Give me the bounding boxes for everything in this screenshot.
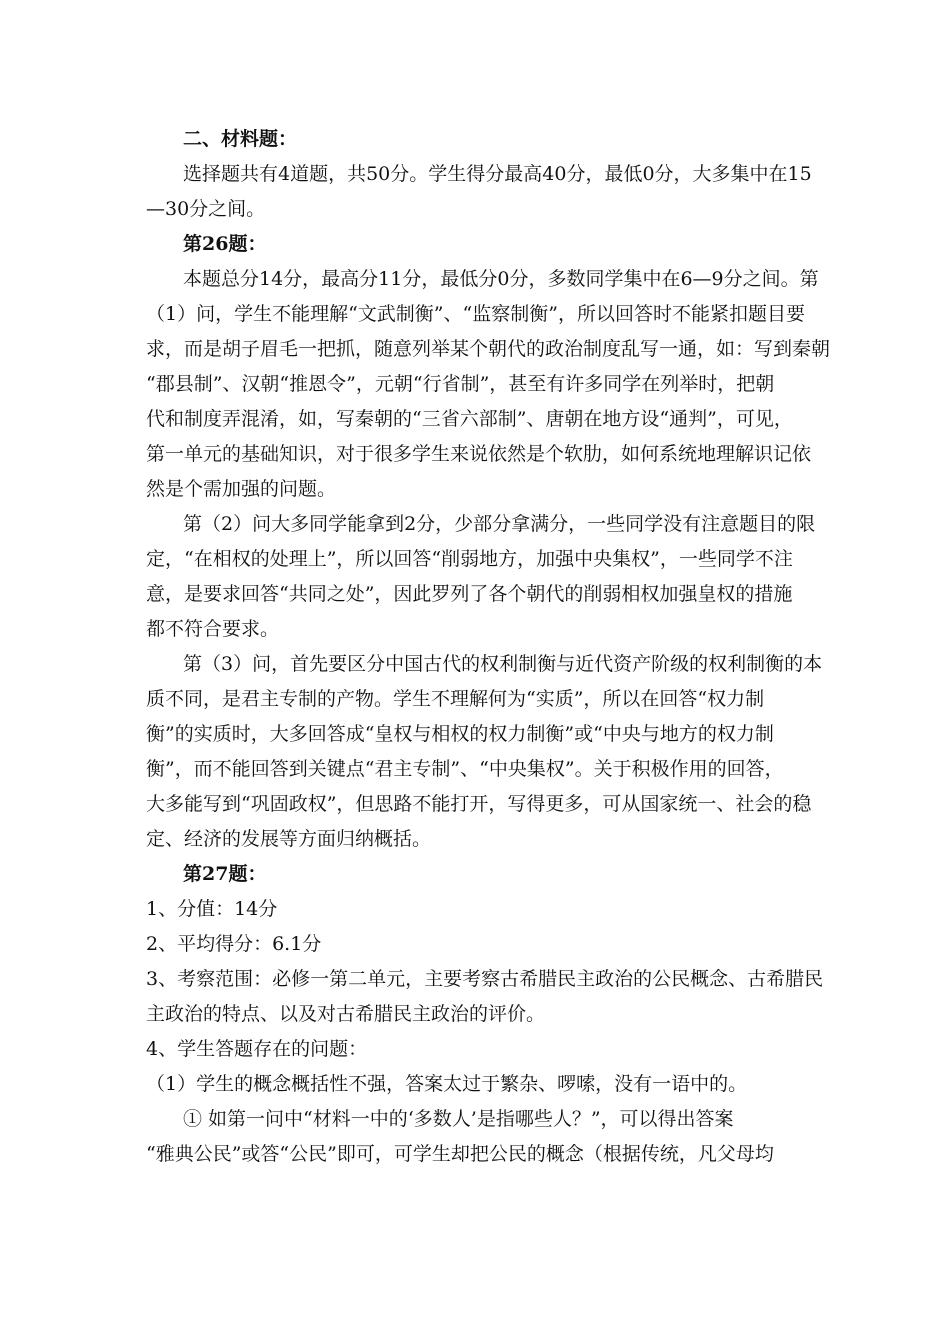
q26-p1-line: （1）问，学生不能理解“文武制衡”、“监察制衡”，所以回答时不能紧扣题目要 [146, 303, 805, 325]
q26-p1-line: 然是个需加强的问题。 [146, 478, 337, 500]
q26-p1-line: 第一单元的基础知识，对于很多学生来说依然是个软肋，如何系统地理解识记依 [146, 443, 812, 465]
q26-p3-line: 衡”，而不能回答到关键点“君主专制”、“中央集权”。关于积极作用的回答， [146, 758, 784, 780]
q27-item-scope: 主政治的特点、以及对古希腊民主政治的评价。 [146, 1003, 546, 1025]
q26-p2-line: 定，“在相权的处理上”，所以回答“削弱地方，加强中央集权”，一些同学不注 [146, 548, 793, 570]
q27-item-average: 2、平均得分：6.1分 [146, 933, 322, 955]
q26-p3-line: 第（3）问，首先要区分中国古代的权利制衡与近代资产阶级的权利制衡的本 [183, 653, 823, 675]
intro-line: —30分之间。 [146, 198, 266, 220]
q26-p2-line: 意，是要求回答“共同之处”，因此罗列了各个朝代的削弱相权加强皇权的措施 [146, 583, 793, 605]
q27-item-score: 1、分值：14分 [146, 898, 278, 920]
q26-p1-line: “郡县制”、汉朝“推恩令”，元朝“行省制”，甚至有许多同学在列举时，把朝 [146, 373, 775, 395]
q26-title: 第26题： [183, 233, 267, 255]
q26-p1-line: 代和制度弄混淆，如，写秦朝的“三省六部制”、唐朝在地方设“通判”，可见， [146, 408, 793, 430]
q26-p3-line: 大多能写到“巩固政权”，但思路不能打开，写得更多，可从国家统一、社会的稳 [146, 793, 812, 815]
q26-p2-line: 都不符合要求。 [146, 618, 280, 640]
q26-p1-line: 本题总分14分，最高分11分，最低分0分，多数同学集中在6—9分之间。第 [183, 268, 819, 290]
q26-p3-line: 定、经济的发展等方面归纳概括。 [146, 828, 432, 850]
q27-subpoint: （1）学生的概念概括性不强，答案太过于繁杂、啰嗦，没有一语中的。 [146, 1073, 748, 1095]
q27-example-line: ① 如第一问中“材料一中的‘多数人’是指哪些人？”，可以得出答案 [183, 1108, 734, 1130]
document-body [146, 122, 831, 1172]
q27-item-scope: 3、考察范围：必修一第二单元，主要考察古希腊民主政治的公民概念、古希腊民 [146, 968, 824, 990]
q26-p3-line: 质不同，是君主专制的产物。学生不理解何为“实质”，所以在回答“权力制 [146, 688, 765, 710]
q26-p1-line: 求，而是胡子眉毛一把抓，随意列举某个朝代的政治制度乱写一通，如：写到秦朝 [146, 338, 831, 360]
intro-line: 选择题共有4道题，共50分。学生得分最高40分，最低0分，大多集中在15 [183, 163, 812, 185]
q27-item-problems: 4、学生答题存在的问题： [146, 1038, 368, 1060]
q26-p2-line: 第（2）问大多同学能拿到2分，少部分拿满分，一些同学没有注意题目的限 [183, 513, 816, 535]
section-title: 二、材料题： [183, 128, 298, 150]
q27-example-line: “雅典公民”或答“公民”即可，可学生却把公民的概念（根据传统，凡父母均 [146, 1143, 774, 1165]
q26-p3-line: 衡”的实质时，大多回答成“皇权与相权的权力制衡”或“中央与地方的权力制 [146, 723, 774, 745]
q27-title: 第27题： [183, 863, 267, 885]
